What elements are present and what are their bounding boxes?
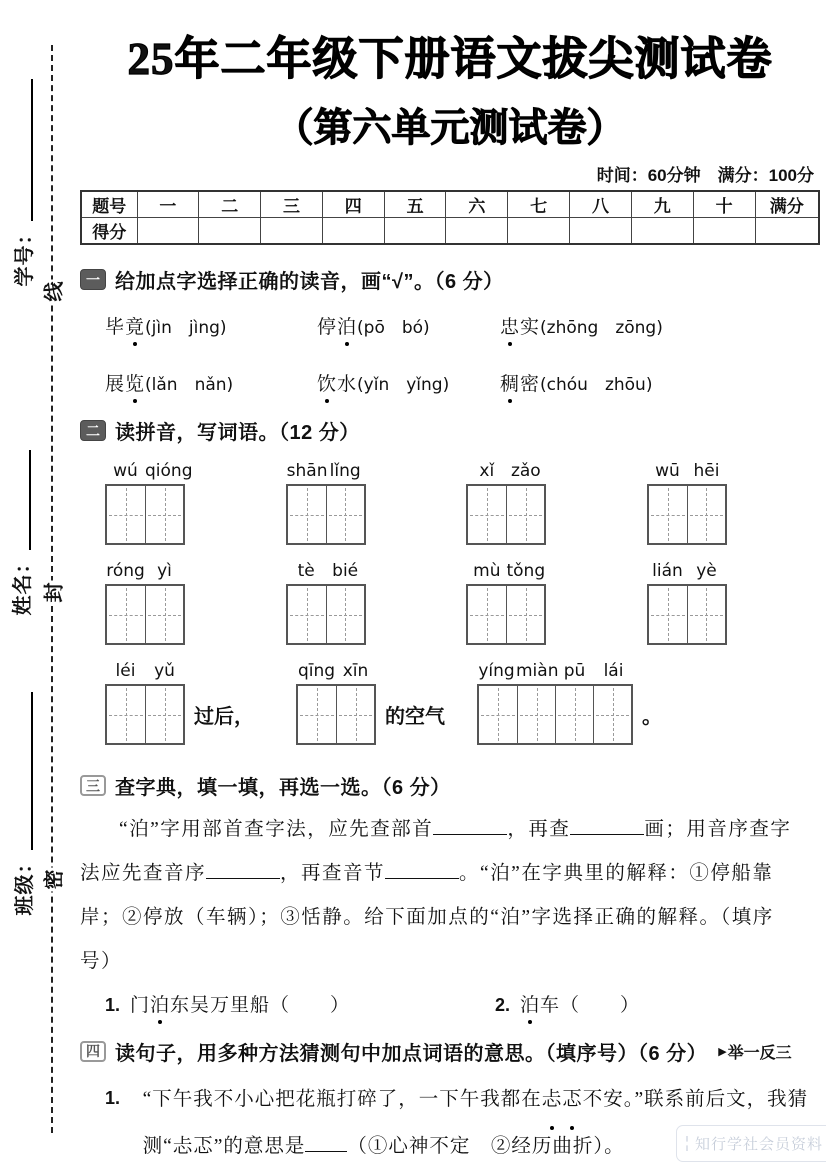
pinyin-syllable: miàn [516,661,555,681]
sentence-text: 不安。”联系前后文，我猜测“忐忑”的意思是 [143,1089,809,1158]
dotted-char: 泊 [150,990,170,1017]
seal-char-feng: 封 [37,581,68,605]
pinyin-syllable: yì [145,561,184,581]
arrow-right-icon: ▶ [718,1045,726,1058]
dotted-char: 饮 [317,369,337,396]
word [500,312,540,339]
word [317,369,357,396]
q3-item [105,990,495,1017]
pinyin-label [287,461,365,481]
pinyin-options: (lǎn nǎn) [145,370,233,395]
page-subtitle: （第六单元测试卷） [80,97,820,153]
score-col-header: 四 [322,191,384,218]
q1-item [317,312,500,339]
q4-header [80,1037,820,1066]
pinyin-syllable: lián [648,561,687,581]
word-text: 毕 [105,317,125,338]
word-grid-group [647,461,727,545]
q1-item [105,369,317,396]
writing-cell[interactable] [649,586,687,643]
pinyin-syllable: tè [287,561,326,581]
score-cell[interactable] [570,218,632,245]
paragraph-text: 画；用音序查字法应先查音序 [80,819,791,884]
writing-cell[interactable] [326,586,364,643]
q2-row [105,461,727,545]
score-col-header: 三 [261,191,323,218]
q4-title: 读句子，用多种方法猜测句中加点词语的意思。（填序号）（6 分） [115,1037,707,1066]
pinyin-label [287,561,365,581]
q1-title: 给加点字选择正确的读音，画“√”。（6 分） [115,265,504,294]
score-col-header: 八 [570,191,632,218]
pinyin-syllable: mù [467,561,506,581]
word [105,312,145,339]
writing-grid [286,584,366,645]
name-label: 姓名： [6,553,35,616]
dotted-char: 稠 [500,369,520,396]
grid-suffix-text: 的空气 [385,700,445,729]
dotted-char: 忠 [500,312,520,339]
word [105,369,145,396]
score-col-header: 十 [693,191,755,218]
writing-cell[interactable] [298,686,336,743]
item-number: 2. [495,995,510,1016]
word-text: 车（ ） [540,995,640,1016]
grid-suffix-text: 过后， [194,700,254,729]
word [317,312,357,339]
score-cell[interactable] [199,218,261,245]
item-number: 1. [105,1088,133,1171]
score-cell[interactable] [755,218,819,245]
writing-cell[interactable] [687,586,725,643]
q3-paragraph [80,808,804,984]
pinyin-syllable: lái [594,661,633,681]
sentence-text: “下午我不小心把花瓶打碎了，一下午我都在 [143,1089,542,1110]
score-col-header: 二 [199,191,261,218]
pinyin-label [106,561,184,581]
score-row-label: 题号 [81,191,137,218]
score-table-header-row [81,191,819,218]
practice-tag [718,1040,791,1063]
pinyin-label [648,461,726,481]
writing-grid [466,584,546,645]
writing-cell[interactable] [145,486,183,543]
score-col-header: 七 [508,191,570,218]
fill-blank[interactable] [570,816,644,836]
pinyin-label [467,461,545,481]
q2-row [105,561,727,645]
exam-meta: 时间：60分钟 满分：100分 [80,161,820,186]
pinyin-syllable: pū [555,661,594,681]
score-col-total: 满分 [755,191,819,218]
score-col-header: 九 [631,191,693,218]
seal-char-xian: 线 [37,280,68,304]
practice-tag-label: 举一反三 [728,1040,792,1063]
writing-cell[interactable] [336,686,374,743]
word-grid-group [466,461,546,545]
word-grid-group [105,661,185,745]
exam-paper [80,0,820,1171]
writing-cell[interactable] [326,486,364,543]
writing-cell[interactable] [593,686,631,743]
pinyin-syllable: shān [287,461,326,481]
writing-cell[interactable] [107,686,145,743]
score-cell[interactable] [384,218,446,245]
score-cell[interactable] [508,218,570,245]
seal-char-mi: 密 [37,868,68,892]
pinyin-syllable: hēi [687,461,726,481]
paragraph-text: 。“泊”在字典里的解释：①停船靠岸；②停放（车辆）；③恬静。给下面加点的“泊”字选择正确的解释。（填序号） [80,863,774,972]
dotted-char: 泊 [337,312,357,339]
score-col-header: 五 [384,191,446,218]
student-id-blank[interactable] [11,80,33,222]
word [500,369,540,396]
pinyin-options: (pō bó) [357,313,430,338]
student-id-field [6,63,38,303]
writing-cell[interactable] [145,686,183,743]
word [520,990,640,1017]
writing-grid [647,484,727,545]
dotted-char: 泊 [520,990,540,1017]
writing-grid [466,484,546,545]
pinyin-syllable: yíng [477,661,516,681]
page-title: 25年二年级下册语文拔尖测试卷 [80,22,820,87]
section-3-badge-icon: 三 [80,775,106,796]
score-table [80,190,820,245]
writing-grid [105,484,185,545]
word-grid-group [466,561,546,645]
writing-grid [477,684,633,745]
dotted-char: 竟 [125,312,145,339]
pinyin-options: (zhōng zōng) [540,313,663,338]
pinyin-syllable: lǐng [326,461,365,481]
q2-row [105,661,820,745]
q1-item [105,312,317,339]
fill-blank[interactable] [206,859,280,879]
word-text: 东吴万里船（ ） [170,995,350,1016]
pinyin-label [477,661,633,681]
paragraph-text: ，再查 [507,819,570,840]
writing-grid [647,584,727,645]
fill-blank[interactable] [433,816,507,836]
section-4-badge-icon: 四 [80,1041,106,1062]
q3-item [495,990,640,1017]
score-cell[interactable] [631,218,693,245]
pinyin-options: (jìn jìng) [145,313,227,338]
word-grid-group [286,561,366,645]
writing-cell[interactable] [506,486,544,543]
writing-cell[interactable] [288,486,326,543]
section-1-badge-icon: 一 [80,269,106,290]
writing-grid [105,584,185,645]
word-text: 展 [105,374,125,395]
writing-cell[interactable] [288,586,326,643]
sentence-text: （①心神不定 ②经历曲折）。 [347,1136,624,1157]
writing-cell[interactable] [145,586,183,643]
section-2-badge-icon: 二 [80,420,106,441]
pinyin-label [297,661,375,681]
class-field [6,678,38,930]
fill-blank[interactable] [385,859,459,879]
pinyin-label [106,661,184,681]
writing-cell[interactable] [107,486,145,543]
item-number: 1. [105,995,120,1016]
pinyin-syllable: yǔ [145,661,184,681]
pinyin-label [106,461,184,481]
writing-cell[interactable] [649,486,687,543]
q2-header [80,416,820,445]
pinyin-syllable: xǐ [467,461,506,481]
writing-cell[interactable] [506,586,544,643]
watermark-text: 知行学社会员资料 [695,1133,823,1154]
class-label: 班级： [8,853,37,916]
q3-items [105,990,820,1017]
writing-cell[interactable] [107,586,145,643]
score-cell[interactable] [322,218,384,245]
score-col-header: 一 [137,191,199,218]
q1-item [500,312,820,339]
pinyin-label [467,561,545,581]
writing-cell[interactable] [468,486,506,543]
dotted-char: 忐 [542,1076,563,1124]
q2-rows [80,461,820,745]
student-id-label: 学号： [8,224,37,287]
word-text: 密 [520,374,540,395]
pinyin-syllable: yè [687,561,726,581]
pinyin-options: (yǐn yǐng) [357,370,449,395]
word-grid-group [477,661,633,745]
word-grid-group [105,561,185,645]
grid-suffix-text: 。 [642,700,662,729]
writing-cell[interactable] [517,686,555,743]
pinyin-syllable: qīng [297,661,336,681]
paragraph-text: ，再查音节 [280,863,385,884]
pinyin-syllable: bié [326,561,365,581]
pinyin-options: (chóu zhōu) [540,370,652,395]
writing-grid [105,684,185,745]
fill-blank[interactable] [305,1133,347,1153]
word [130,990,350,1017]
writing-cell[interactable] [555,686,593,743]
q1-header [80,265,820,294]
pinyin-syllable: wū [648,461,687,481]
writing-cell[interactable] [687,486,725,543]
watermark [676,1125,826,1162]
q1-items [105,312,820,396]
q1-item [317,369,500,396]
word-text: 水 [337,374,357,395]
pinyin-syllable: léi [106,661,145,681]
score-cell[interactable] [446,218,508,245]
score-col-header: 六 [446,191,508,218]
score-cell[interactable] [137,218,199,245]
pinyin-syllable: qióng [145,461,184,481]
pinyin-syllable: xīn [336,661,375,681]
writing-cell[interactable] [479,686,517,743]
pinyin-syllable: zǎo [506,461,545,481]
word-grid-group [296,661,376,745]
writing-grid [286,484,366,545]
pinyin-label [648,561,726,581]
watermark-deco-icon [686,1136,688,1151]
word-grid-group [105,461,185,545]
dotted-char: 览 [125,369,145,396]
writing-cell[interactable] [468,586,506,643]
name-field [4,433,36,633]
word-grid-group [647,561,727,645]
score-cell[interactable] [261,218,323,245]
score-table-score-row [81,218,819,245]
dotted-char: 忑 [562,1076,583,1124]
writing-grid [296,684,376,745]
pinyin-syllable: wú [106,461,145,481]
word-text: 停 [317,317,337,338]
score-cell[interactable] [693,218,755,245]
q3-header [80,771,820,800]
score-row-label: 得分 [81,218,137,245]
word-text: 实 [520,317,540,338]
word-text: 门 [130,995,150,1016]
q2-title: 读拼音，写词语。（12 分） [115,416,360,445]
q1-item [500,369,820,396]
pinyin-syllable: róng [106,561,145,581]
pinyin-syllable: tǒng [506,561,545,581]
word-grid-group [286,461,366,545]
q3-title: 查字典，填一填，再选一选。（6 分） [115,771,451,800]
name-blank[interactable] [9,451,31,551]
class-blank[interactable] [11,693,33,851]
paragraph-text: “泊”字用部首查字法，应先查部首 [119,819,433,840]
